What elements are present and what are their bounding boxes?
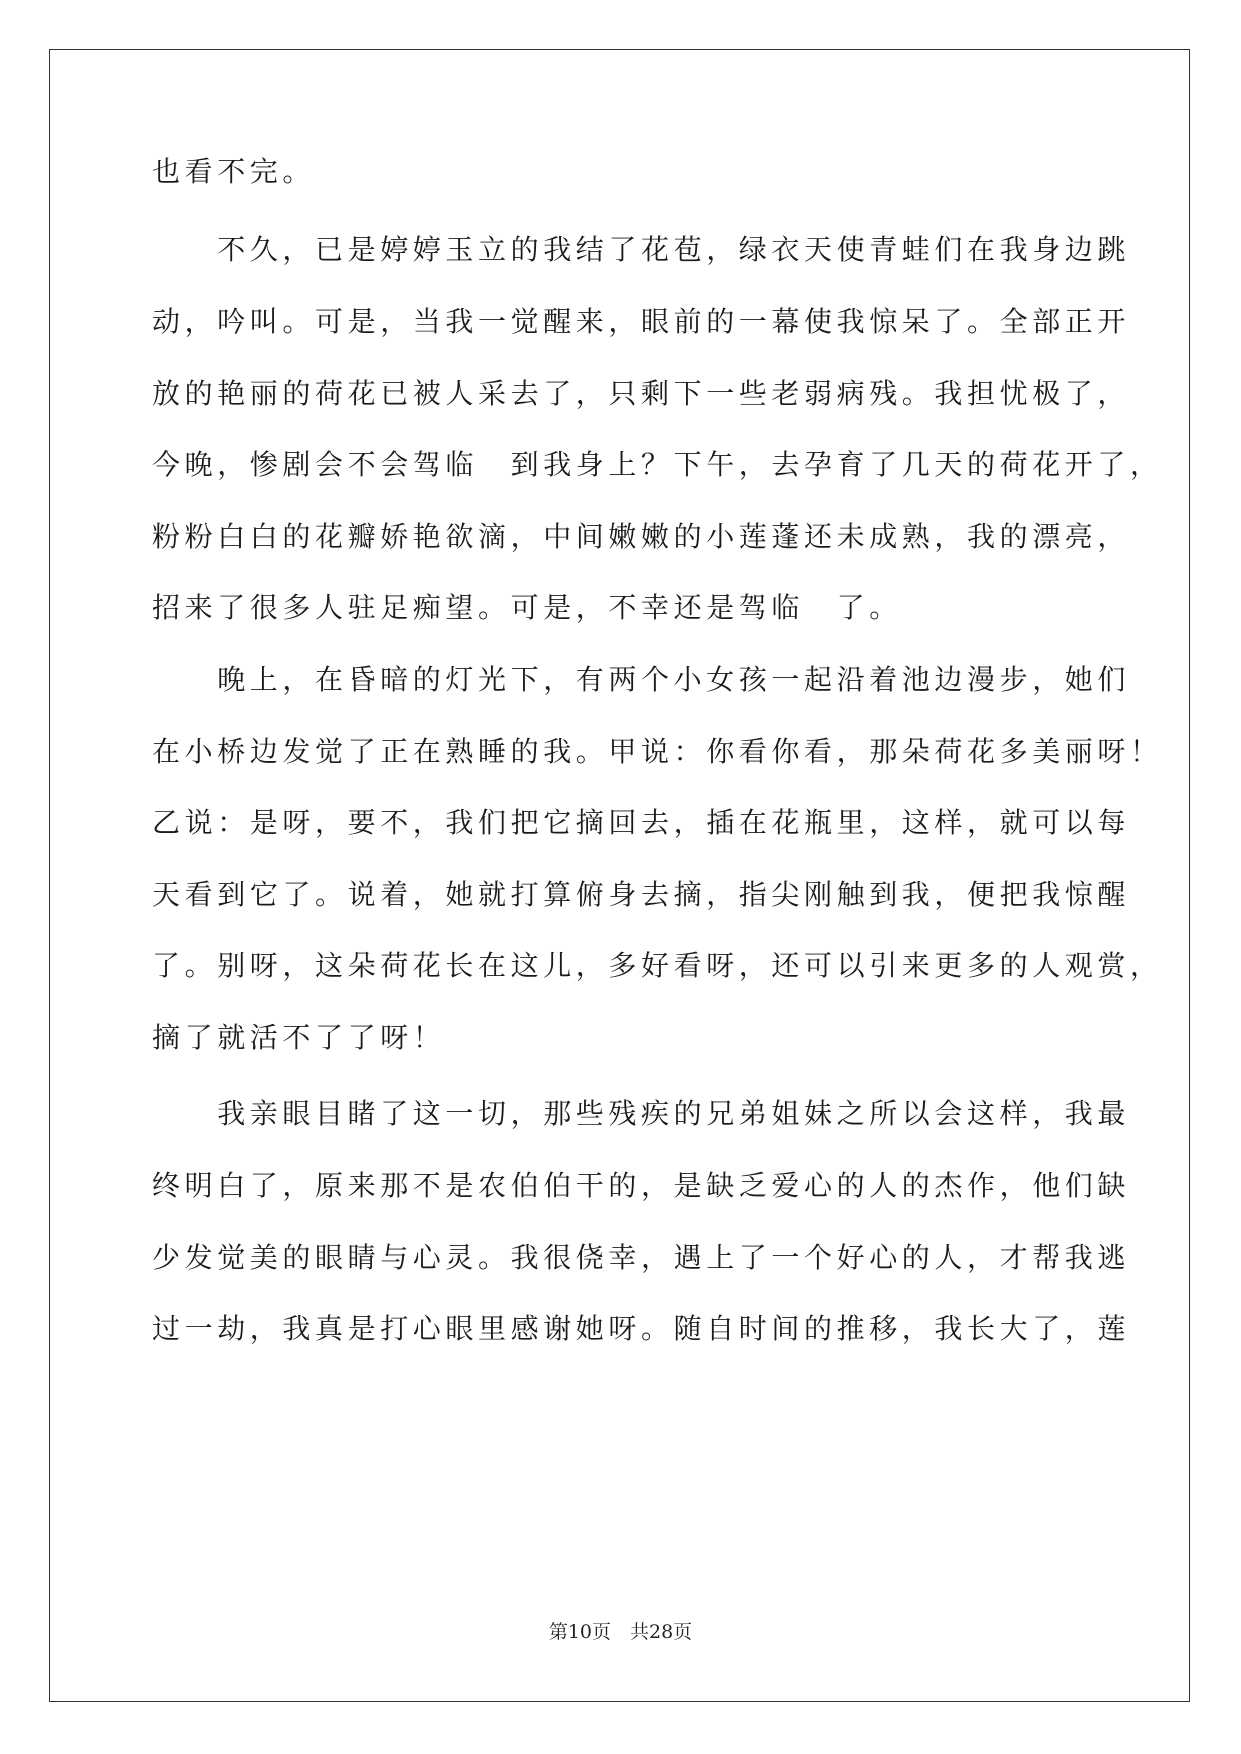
text-line: 终明白了，原来那不是农伯伯干的，是缺乏爱心的人的杰作，他们缺 xyxy=(152,1169,1131,1202)
text-line: 我亲眼目睹了这一切，那些残疾的兄弟姐妹之所以会这样，我最 xyxy=(152,1097,1131,1130)
text-line: 乙说：是呀，要不，我们把它摘回去，插在花瓶里，这样，就可以每 xyxy=(152,806,1131,839)
text-line: 晚上，在昏暗的灯光下，有两个小女孩一起沿着池边漫步，她们 xyxy=(152,663,1131,696)
text-line: 今晚，惨剧会不会驾临 到我身上？下午，去孕育了几天的荷花开了， xyxy=(152,448,1163,481)
page-footer xyxy=(0,1620,1241,1644)
text-line: 少发觉美的眼睛与心灵。我很侥幸，遇上了一个好心的人，才帮我逃 xyxy=(152,1241,1131,1274)
text-line: 了。别呀，这朵荷花长在这儿，多好看呀，还可以引来更多的人观赏， xyxy=(152,949,1163,982)
text-line: 在小桥边发觉了正在熟睡的我。甲说：你看你看，那朵荷花多美丽呀！ xyxy=(152,735,1163,768)
text-line: 动，吟叫。可是，当我一觉醒来，眼前的一幕使我惊呆了。全部正开 xyxy=(152,305,1131,338)
text-line: 不久，已是婷婷玉立的我结了花苞，绿衣天使青蛙们在我身边跳 xyxy=(152,233,1131,266)
text-line: 招来了很多人驻足痴望。可是，不幸还是驾临 了。 xyxy=(152,591,902,624)
text-line: 天看到它了。说着，她就打算俯身去摘，指尖刚触到我，便把我惊醒 xyxy=(152,878,1131,911)
text-line: 摘了就活不了了呀！ xyxy=(152,1021,446,1054)
text-line: 放的艳丽的荷花已被人采去了，只剩下一些老弱病残。我担忧极了， xyxy=(152,377,1131,410)
page-number: 第10页 共28页 xyxy=(548,1621,693,1643)
text-line: 也看不完。 xyxy=(152,155,316,188)
text-line: 粉粉白白的花瓣娇艳欲滴，中间嫩嫩的小莲蓬还未成熟，我的漂亮， xyxy=(152,520,1131,553)
text-line: 过一劫，我真是打心眼里感谢她呀。随自时间的推移，我长大了，莲 xyxy=(152,1312,1131,1345)
